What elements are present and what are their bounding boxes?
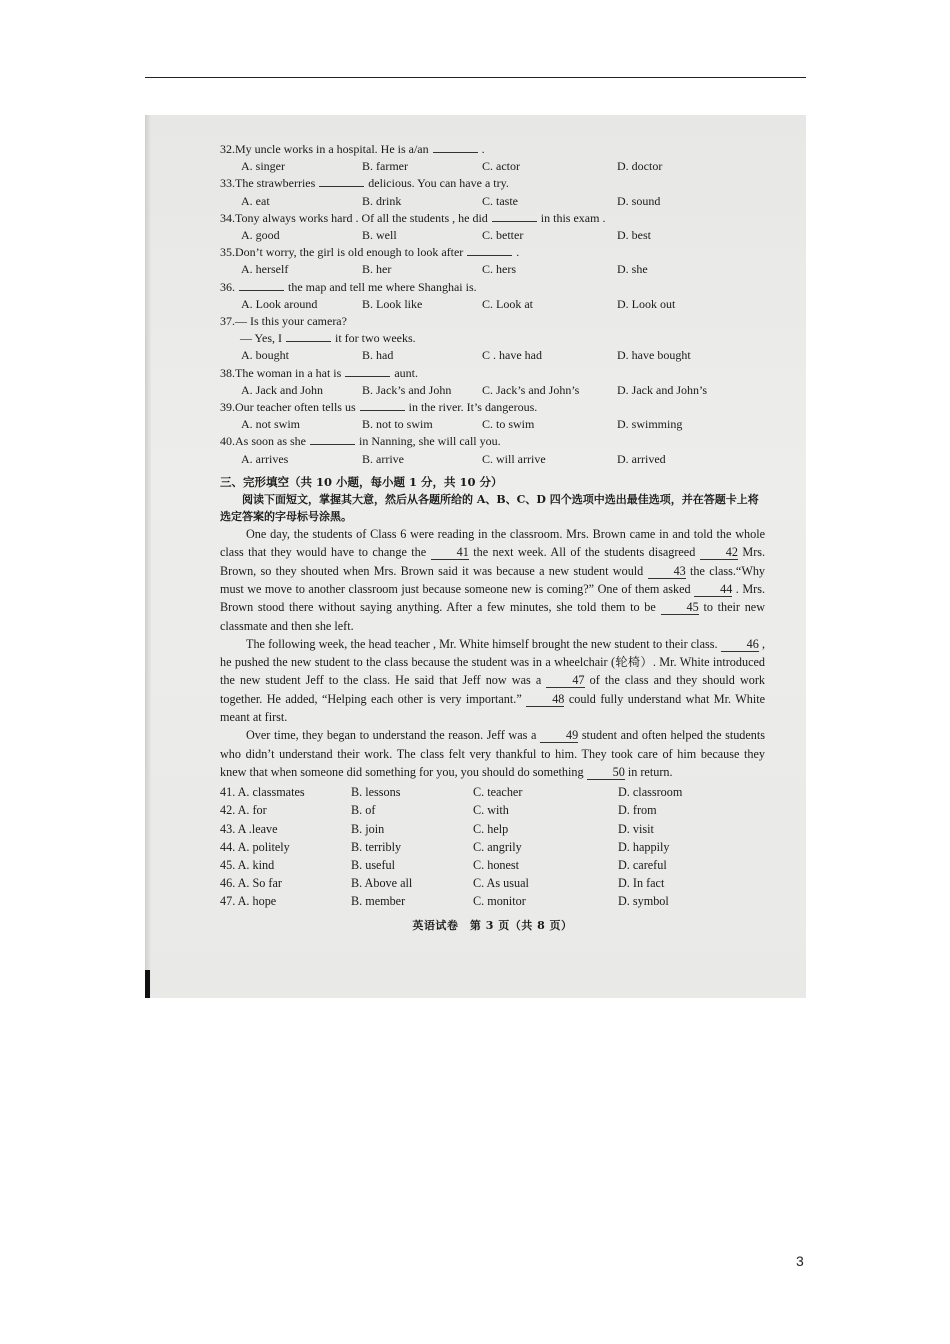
passage-text: , he pushed the new student to the class because the student was in a wheelchair (轮椅）. Mr. White introduced the new student Jeff to the class. He said that Jeff now was a — [220, 636, 766, 688]
option-d: D. best — [617, 228, 651, 243]
option-b: B. arrive — [362, 451, 404, 466]
option-d: D. from — [618, 803, 657, 818]
header-rule — [145, 77, 806, 78]
photo-edge-shadow — [145, 115, 151, 998]
gap-44: 44 — [694, 583, 732, 597]
question-number: 39. — [220, 400, 235, 415]
page-footer: 英语试卷 第 3 页（共 8 页） — [412, 918, 573, 932]
answer-blank — [286, 330, 331, 342]
question-number: 35. — [220, 245, 235, 260]
question-stem: Tony always works hard . Of all the students , he did — [235, 210, 488, 225]
cloze-option-row-42 — [220, 801, 765, 819]
section-title: 三、完形填空（共 10 小题，每小题 1 分，共 10 分） — [220, 474, 503, 489]
passage-text: the class.“Why must we move to another classroom just because someone new is coming?” One of them asked — [220, 563, 766, 596]
cloze-option-row-41 — [220, 783, 765, 801]
gap-45: 45 — [661, 601, 699, 615]
passage-text: to their new classmate and then she left. — [220, 600, 766, 633]
question-stem: — Is this your camera? — [235, 314, 347, 329]
cloze-options-grid — [220, 783, 765, 910]
option-a: 45. A. kind — [220, 858, 275, 873]
option-a: 43. A .leave — [220, 821, 278, 836]
option-a: A. eat — [241, 193, 270, 208]
option-c: C. taste — [482, 193, 518, 208]
passage-text: could fully understand what Mr. White meant at first. — [220, 691, 766, 725]
option-c: C. angrily — [473, 839, 522, 854]
question-number: 33. — [220, 176, 235, 191]
option-c: C. hers — [482, 262, 516, 277]
option-b: B. Look like — [362, 296, 423, 311]
options-38 — [220, 382, 765, 399]
question-stem: Our teacher often tells us — [235, 400, 356, 415]
passage-text: . Mrs. Brown stood there without saying anything. After a few minutes, she told them to be — [220, 581, 766, 615]
option-a: 42. A. for — [220, 803, 267, 818]
gap-48: 48 — [526, 693, 564, 707]
passage-paragraph-2 — [220, 635, 765, 726]
options-34 — [220, 227, 765, 244]
option-c: C. with — [473, 803, 509, 818]
option-d: D. visit — [618, 821, 654, 836]
passage-text: Over time, they began to understand the reason. Jeff was a — [246, 728, 537, 743]
answer-blank — [239, 279, 284, 291]
option-a: 41. A. classmates — [220, 785, 305, 800]
question-38 — [220, 365, 765, 382]
option-b: B. useful — [351, 858, 396, 873]
answer-blank — [319, 175, 364, 187]
option-b: B. not to swim — [362, 417, 433, 432]
option-c: C . have had — [482, 348, 542, 363]
option-d: D. doctor — [617, 159, 663, 174]
option-b: B. join — [351, 821, 385, 836]
option-c: C. help — [473, 821, 509, 836]
question-stem-end: in this exam . — [540, 210, 606, 225]
option-b: B. Above all — [351, 876, 413, 891]
option-d: D. swimming — [617, 417, 683, 432]
cloze-option-row-47 — [220, 892, 765, 910]
question-stem-end: in the river. It’s dangerous. — [408, 400, 538, 415]
options-35 — [220, 261, 765, 278]
option-b: B. had — [362, 348, 394, 363]
options-36 — [220, 296, 765, 313]
question-stem: Don’t worry, the girl is old enough to look after — [235, 245, 464, 260]
option-b: B. drink — [362, 193, 402, 208]
question-40 — [220, 433, 765, 450]
gap-49: 49 — [540, 729, 578, 743]
photo-corner-dark — [145, 970, 150, 998]
options-32 — [220, 158, 765, 175]
option-b: B. farmer — [362, 159, 408, 174]
option-c: C. honest — [473, 858, 520, 873]
passage-text: the next week. All of the students disagreed — [473, 545, 696, 560]
question-stem-end: delicious. You can have a try. — [368, 176, 509, 191]
question-number: 34. — [220, 210, 235, 225]
option-d: D. Jack and John’s — [617, 382, 707, 397]
option-a: A. singer — [241, 159, 285, 174]
question-stem-end: the map and tell me where Shanghai is. — [288, 279, 477, 294]
passage-text: of the class and they should work together. He added, “Helping each other is very important.” — [220, 673, 766, 706]
question-number: 37. — [220, 314, 235, 329]
passage-text: Mrs. Brown, so they shouted when Mrs. Brown said it was because a new student would — [220, 545, 766, 578]
option-b: B. her — [362, 262, 392, 277]
passage-paragraph-3 — [220, 726, 765, 781]
cloze-option-row-45 — [220, 856, 765, 874]
question-39 — [220, 399, 765, 416]
question-number: 36. — [220, 279, 235, 294]
option-c: C. will arrive — [482, 451, 546, 466]
option-c: C. monitor — [473, 894, 526, 909]
options-39 — [220, 416, 765, 433]
question-37-reply — [220, 330, 765, 347]
passage-paragraph-1 — [220, 525, 765, 635]
exam-content — [220, 141, 765, 934]
gap-43: 43 — [648, 565, 686, 579]
question-stem: As soon as she — [235, 434, 306, 449]
answer-blank — [345, 365, 390, 377]
option-d: D. have bought — [617, 348, 691, 363]
option-d: D. she — [617, 262, 648, 277]
passage-text: One day, the students of Class 6 were reading in the classroom. Mrs. Brown came in and told the whole class that they would have to change the — [220, 527, 765, 560]
question-stem: The strawberries — [235, 176, 316, 191]
question-32 — [220, 141, 765, 158]
question-36 — [220, 279, 765, 296]
options-33 — [220, 193, 765, 210]
scanned-exam-photo — [145, 115, 806, 998]
gap-50: 50 — [587, 766, 625, 780]
option-a: A. bought — [241, 348, 289, 363]
option-c: C. Look at — [482, 296, 533, 311]
cloze-passage — [220, 525, 765, 781]
option-c: C. Jack’s and John’s — [482, 382, 580, 397]
option-a: A. Look around — [241, 296, 318, 311]
option-c: C. to swim — [482, 417, 535, 432]
answer-blank — [360, 399, 405, 411]
option-a: A. not swim — [241, 417, 301, 432]
option-d: D. happily — [618, 839, 670, 854]
option-d: D. classroom — [618, 785, 683, 800]
option-a: A. herself — [241, 262, 289, 277]
options-37 — [220, 347, 765, 364]
option-c: C. better — [482, 228, 524, 243]
option-c: C. teacher — [473, 785, 523, 800]
option-a: 46. A. So far — [220, 876, 282, 891]
passage-text: The following week, the head teacher , Mr. White himself brought the new student to their class. — [246, 636, 718, 651]
question-stem-end: it for two weeks. — [335, 331, 416, 346]
question-stem: — Yes, I — [240, 331, 283, 346]
question-37 — [220, 313, 765, 330]
option-b: B. lessons — [351, 785, 401, 800]
passage-text: in return. — [627, 764, 673, 779]
option-a: A. Jack and John — [241, 382, 323, 397]
question-33 — [220, 175, 765, 192]
option-d: D. sound — [617, 193, 661, 208]
question-stem-end: . — [481, 142, 485, 156]
option-b: B. of — [351, 803, 376, 818]
question-number: 32. — [220, 142, 235, 156]
question-stem-end: aunt. — [394, 365, 418, 380]
option-d: D. Look out — [617, 296, 676, 311]
page-number: 3 — [796, 1253, 804, 1269]
options-40 — [220, 451, 765, 468]
cloze-option-row-43 — [220, 820, 765, 838]
answer-blank — [467, 244, 512, 256]
section-instruction: 阅读下面短文，掌握其大意，然后从各题所给的 A、B、C、D 四个选项中选出最佳选项，并在答题卡上将选定答案的字母标号涂黑。 — [220, 493, 759, 524]
question-number: 38. — [220, 365, 235, 380]
question-stem: My uncle works in a hospital. He is a/an — [235, 142, 429, 156]
question-stem-end: . — [516, 245, 520, 260]
passage-text: student and often helped the students who didn’t understand their work. The class felt very thankful to him. They took care of him because they knew that when someone did something for you, you should do something — [220, 728, 766, 779]
option-b: B. member — [351, 894, 406, 909]
option-d: D. careful — [618, 858, 667, 873]
question-number: 40. — [220, 434, 235, 449]
option-b: B. well — [362, 228, 397, 243]
gap-47: 47 — [546, 674, 584, 688]
question-34 — [220, 210, 765, 227]
option-a: 44. A. politely — [220, 839, 290, 854]
option-b: B. Jack’s and John — [362, 382, 452, 397]
option-a: 47. A. hope — [220, 894, 277, 909]
option-d: D. symbol — [618, 894, 669, 909]
answer-blank — [310, 433, 355, 445]
multiple-choice-block — [220, 141, 765, 468]
answer-blank — [433, 141, 478, 153]
option-b: B. terribly — [351, 839, 402, 854]
option-c: C. As usual — [473, 876, 529, 891]
gap-41: 41 — [431, 546, 469, 560]
cloze-option-row-46 — [220, 874, 765, 892]
question-35 — [220, 244, 765, 261]
question-stem-end: in Nanning, she will call you. — [359, 434, 501, 449]
option-a: A. good — [241, 228, 280, 243]
gap-46: 46 — [721, 638, 759, 652]
option-d: D. arrived — [617, 451, 666, 466]
gap-42: 42 — [700, 546, 738, 560]
option-d: D. In fact — [618, 876, 665, 891]
option-c: C. actor — [482, 159, 520, 174]
answer-blank — [492, 210, 537, 222]
option-a: A. arrives — [241, 451, 289, 466]
cloze-option-row-44 — [220, 838, 765, 856]
question-stem: The woman in a hat is — [235, 365, 342, 380]
